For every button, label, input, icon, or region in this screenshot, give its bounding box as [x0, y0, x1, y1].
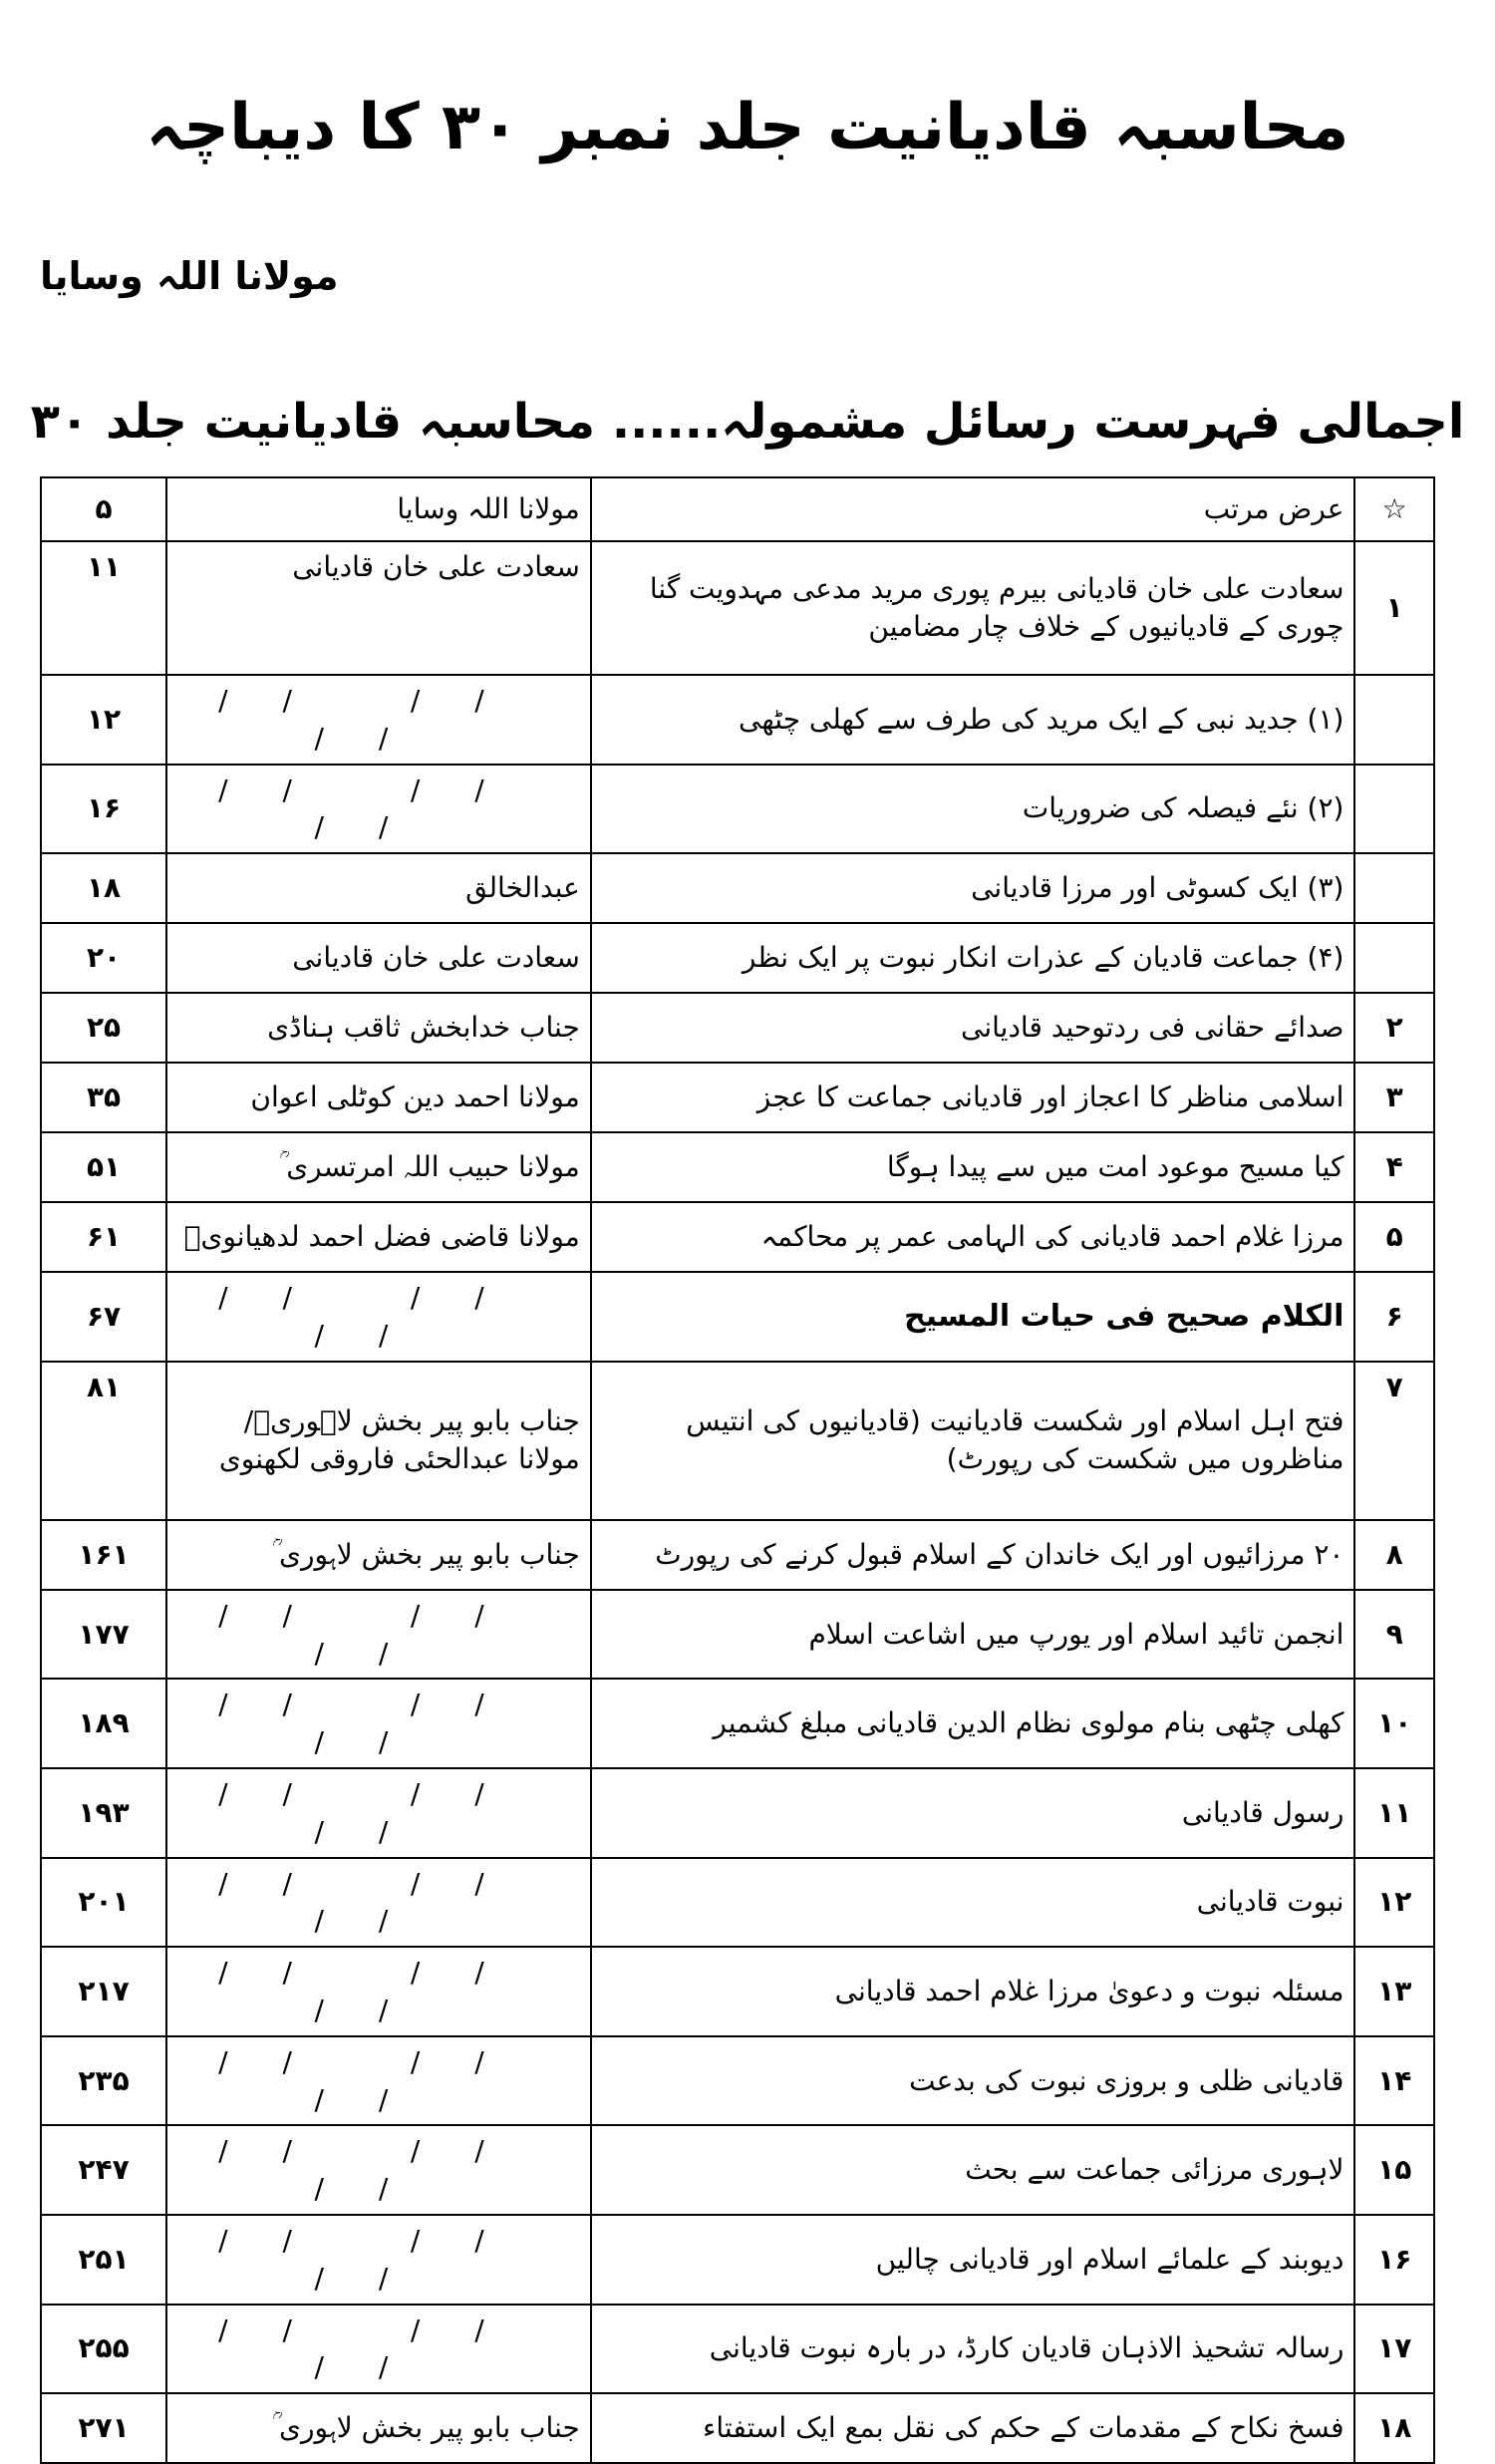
- table-row: [41, 1679, 1434, 1768]
- table-row: [41, 541, 1434, 675]
- row-number: [1354, 853, 1434, 923]
- table-row: [41, 1132, 1434, 1202]
- row-page: ۱۷۷: [41, 1590, 166, 1680]
- table-row: [41, 993, 1434, 1063]
- row-page: ۳۵: [41, 1063, 166, 1132]
- table-row: [41, 1520, 1434, 1590]
- row-author: // // //: [166, 2215, 591, 2305]
- table-row: [41, 2215, 1434, 2305]
- row-title: دیوبند کے علمائے اسلام اور قادیانی چالیں: [591, 2215, 1355, 2305]
- row-author: مولانا احمد دین کوٹلی اعوان: [166, 1063, 591, 1132]
- row-author: // // //: [166, 2036, 591, 2126]
- row-page: ۵۱: [41, 1132, 166, 1202]
- row-author: // // //: [166, 2305, 591, 2394]
- row-title: (۴) جماعت قادیان کے عذرات انکار نبوت پر ایک نظر: [591, 923, 1355, 993]
- table-row: [41, 675, 1434, 765]
- row-title: قادیانی ظلی و بروزی نبوت کی بدعت: [591, 2036, 1355, 2126]
- row-author: سعادت علی خان قادیانی: [166, 541, 591, 675]
- page-title: محاسبہ قادیانیت جلد نمبر ۳۰ کا دیباچہ: [146, 91, 1349, 164]
- row-author: // // //: [166, 2125, 591, 2215]
- row-title: مرزا غلام احمد قادیانی کی الہامی عمر پر محاکمہ: [591, 1202, 1355, 1272]
- row-number: ۲: [1354, 993, 1434, 1063]
- row-author: // // //: [166, 1590, 591, 1680]
- row-page: ۲۴۷: [41, 2125, 166, 2215]
- row-title: فسخ نکاح کے مقدمات کے حکم کی نقل بمع ایک استفتاء: [591, 2393, 1355, 2463]
- table-row: [41, 1362, 1434, 1520]
- row-title: مسئلہ نبوت و دعویٰ مرزا غلام احمد قادیانی: [591, 1947, 1355, 2036]
- table-row: [41, 1768, 1434, 1858]
- row-author: مولانا اللہ وسایا: [166, 477, 591, 541]
- row-page: ۱۲: [41, 675, 166, 765]
- row-author: // // //: [166, 1679, 591, 1768]
- table-row: [41, 1272, 1434, 1362]
- row-page: ۲۵: [41, 993, 166, 1063]
- row-author: // // //: [166, 1947, 591, 2036]
- row-number: ۹: [1354, 1590, 1434, 1680]
- table-row: [41, 1947, 1434, 2036]
- table-row: [41, 2036, 1434, 2126]
- row-author: جناب بابو پیر بخش لاہوری ؒ: [166, 1520, 591, 1590]
- row-number: ۴: [1354, 1132, 1434, 1202]
- table-row: [41, 477, 1434, 541]
- row-number: ۱۷: [1354, 2305, 1434, 2394]
- row-title: سعادت علی خان قادیانی بیرم پوری مرید مدعی مہدویت گنا چوری کے قادیانیوں کے خلاف چار مضامین: [591, 541, 1355, 675]
- row-page: ۲۱۷: [41, 1947, 166, 2036]
- row-author: // // //: [166, 765, 591, 854]
- table-row: [41, 765, 1434, 854]
- row-number: [1354, 765, 1434, 854]
- row-title: رسالہ تشحیذ الاذہان قادیان کارڈ، در بارہ نبوت قادیانی: [591, 2305, 1355, 2394]
- row-author: مولانا قاضی فضل احمد لدھیانویؒ: [166, 1202, 591, 1272]
- row-page: ۲۳۵: [41, 2036, 166, 2126]
- row-title: لاہوری مرزائی جماعت سے بحث: [591, 2125, 1355, 2215]
- table-row: [41, 2393, 1434, 2463]
- table-row: [41, 1063, 1434, 1132]
- row-number: ۱۰: [1354, 1679, 1434, 1768]
- row-title: (۲) نئے فیصلہ کی ضروریات: [591, 765, 1355, 854]
- row-number: ۱۵: [1354, 2125, 1434, 2215]
- row-title: رسول قادیانی: [591, 1768, 1355, 1858]
- table-row: [41, 853, 1434, 923]
- row-author: مولانا حبیب اللہ امرتسری ؒ: [166, 1132, 591, 1202]
- row-title: ۲۰ مرزائیوں اور ایک خاندان کے اسلام قبول کرنے کی رپورٹ: [591, 1520, 1355, 1590]
- row-title: عرض مرتب: [591, 477, 1355, 541]
- row-page: ۲۷۱: [41, 2393, 166, 2463]
- row-number: ۱۳: [1354, 1947, 1434, 2036]
- row-page: ۲۵۵: [41, 2305, 166, 2394]
- row-number: ۱۲: [1354, 1858, 1434, 1948]
- row-author: جناب بابو پیر بخش لاہوریؒ/ مولانا عبدالحئی فاروقی لکھنوی: [166, 1362, 591, 1520]
- row-title: فتح اہل اسلام اور شکست قادیانیت (قادیانیوں کی انتیس مناظروں میں شکست کی رپورٹ): [591, 1362, 1355, 1520]
- row-author: // // //: [166, 1768, 591, 1858]
- row-page: ۱۸: [41, 853, 166, 923]
- row-number: [1354, 923, 1434, 993]
- row-author: // // //: [166, 1858, 591, 1948]
- table-row: [41, 1590, 1434, 1680]
- row-page: ۲۰۱: [41, 1858, 166, 1948]
- row-number: ۱۸: [1354, 2393, 1434, 2463]
- toc-table: [40, 476, 1435, 2464]
- row-page: ۲۵۱: [41, 2215, 166, 2305]
- row-page: ۱۶۱: [41, 1520, 166, 1590]
- row-number: ۱۱: [1354, 1768, 1434, 1858]
- row-title: (۳) ایک کسوٹی اور مرزا قادیانی: [591, 853, 1355, 923]
- row-number: ☆: [1354, 477, 1434, 541]
- row-page: ۶۱: [41, 1202, 166, 1272]
- table-row: [41, 2305, 1434, 2394]
- row-title: صدائے حقانی فی ردتوحید قادیانی: [591, 993, 1355, 1063]
- table-row: [41, 923, 1434, 993]
- table-row: [41, 1858, 1434, 1948]
- row-title: نبوت قادیانی: [591, 1858, 1355, 1948]
- row-page: ۲۰: [41, 923, 166, 993]
- row-number: ۱۴: [1354, 2036, 1434, 2126]
- row-title: انجمن تائید اسلام اور یورپ میں اشاعت اسلام: [591, 1590, 1355, 1680]
- row-title: کیا مسیح موعود امت میں سے پیدا ہوگا: [591, 1132, 1355, 1202]
- row-author: جناب خدابخش ثاقب ہناڈی: [166, 993, 591, 1063]
- row-author: جناب بابو پیر بخش لاہوری ؒ: [166, 2393, 591, 2463]
- row-number: ۵: [1354, 1202, 1434, 1272]
- row-number: ۷: [1354, 1362, 1434, 1520]
- row-number: ۱: [1354, 541, 1434, 675]
- row-page: ۱۶: [41, 765, 166, 854]
- table-row: [41, 1202, 1434, 1272]
- row-title: اسلامی مناظر کا اعجاز اور قادیانی جماعت کا عجز: [591, 1063, 1355, 1132]
- toc-heading: اجمالی فہرست رسائل مشمولہ...... محاسبہ قادیانیت جلد ۳۰: [30, 394, 1465, 450]
- author-name: مولانا اللہ وسایا: [40, 254, 339, 298]
- row-page: ۱۹۳: [41, 1768, 166, 1858]
- row-number: ۳: [1354, 1063, 1434, 1132]
- row-page: ۸۱: [41, 1362, 166, 1520]
- row-number: ۶: [1354, 1272, 1434, 1362]
- row-number: [1354, 675, 1434, 765]
- row-page: ۱۸۹: [41, 1679, 166, 1768]
- row-author: سعادت علی خان قادیانی: [166, 923, 591, 993]
- row-number: ۸: [1354, 1520, 1434, 1590]
- row-page: ۶۷: [41, 1272, 166, 1362]
- row-number: ۱۶: [1354, 2215, 1434, 2305]
- row-title: کھلی چٹھی بنام مولوی نظام الدین قادیانی مبلغ کشمیر: [591, 1679, 1355, 1768]
- row-author: // // //: [166, 675, 591, 765]
- row-title: الکلام صحیح فی حیات المسیح: [591, 1272, 1355, 1362]
- table-row: [41, 2125, 1434, 2215]
- row-page: ۵: [41, 477, 166, 541]
- row-author: // // //: [166, 1272, 591, 1362]
- row-author: عبدالخالق: [166, 853, 591, 923]
- row-title: (۱) جدید نبی کے ایک مرید کی طرف سے کھلی چٹھی: [591, 675, 1355, 765]
- row-page: ۱۱: [41, 541, 166, 675]
